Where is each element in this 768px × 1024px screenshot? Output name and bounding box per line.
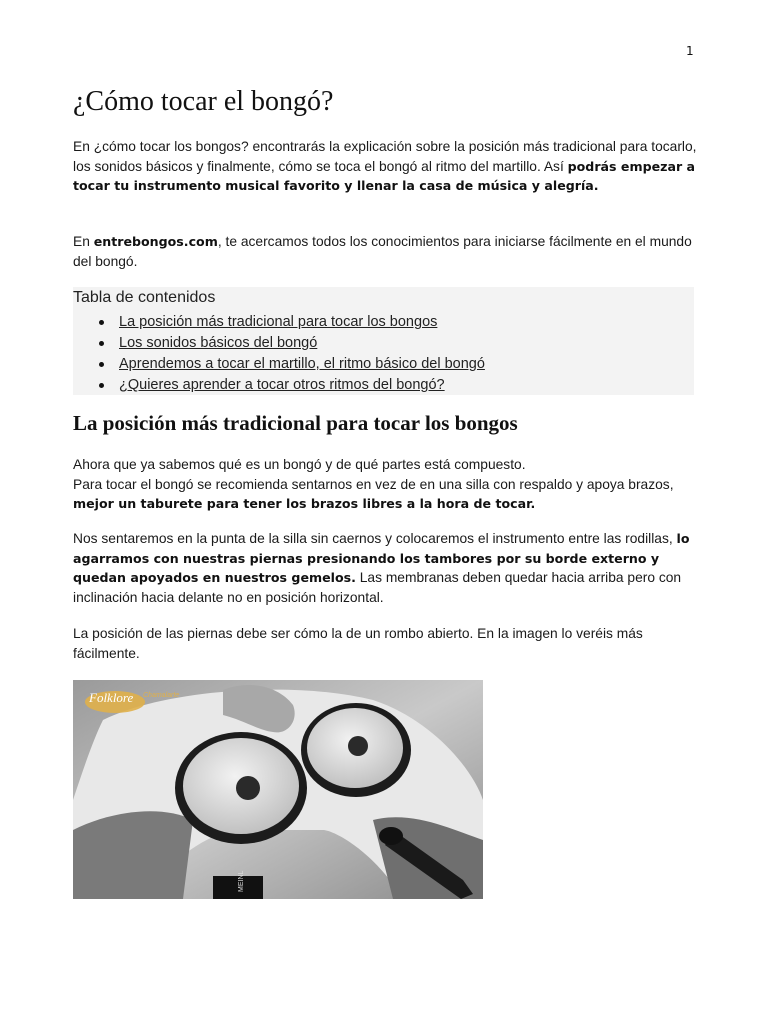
section-heading: La posición más tradicional para tocar los bongos xyxy=(73,411,518,435)
table-of-contents xyxy=(73,287,694,395)
toc-title: Tabla de contenidos xyxy=(73,289,216,306)
toc-item xyxy=(73,333,485,354)
toc-link-posicion[interactable]: La posición más tradicional para tocar los bongos xyxy=(119,314,438,330)
intro-paragraph-2 xyxy=(73,232,697,271)
intro-paragraph-1 xyxy=(73,137,697,196)
intro-p2-post: , te acercamos todos los conocimientos para iniciarse fácilmente en el mundo del bongó. xyxy=(73,234,692,269)
page-title: ¿Cómo tocar el bongó? xyxy=(73,86,334,117)
section-p1-bold: mejor un taburete para tener los brazos libres a la hora de tocar. xyxy=(73,496,536,512)
bongo-photo xyxy=(73,680,483,899)
section-p2-post: Las membranas deben quedar hacia arriba pero con inclinación hacia delante no en posición horizontal. xyxy=(73,570,682,605)
left-leg-shape xyxy=(73,811,193,899)
section-p1-line1: Ahora que ya sabemos qué es un bongó y de qué partes está compuesto. xyxy=(73,457,526,472)
toc-item xyxy=(73,354,485,375)
toc-list xyxy=(73,312,485,396)
toc-link-otros-ritmos[interactable]: ¿Quieres aprender a tocar otros ritmos del bongó? xyxy=(119,377,445,393)
intro-p1-bold: podrás empezar a tocar tu instrumento musical favorito y llenar la casa de música y alegría. xyxy=(73,158,696,194)
toc-item xyxy=(73,312,485,333)
section-paragraph-1 xyxy=(73,455,697,514)
microphone-head xyxy=(379,827,403,845)
page-number: 1 xyxy=(686,44,694,58)
section-paragraph-3: La posición de las piernas debe ser cómo la de un rombo abierto. En la imagen lo veréis más fácilmente. xyxy=(73,626,643,661)
small-drum-logo-icon xyxy=(348,736,368,756)
intro-p1-text: En ¿cómo tocar los bongos? encontrarás la explicación sobre la posición más tradicional para tocarlo, los sonidos básicos y finalmente, cómo se toca el bongó al ritmo del martillo. Así xyxy=(73,139,697,174)
section-p1-line2: Para tocar el bongó se recomienda sentarnos en vez de en una silla con respaldo y apoya brazos, xyxy=(73,476,674,492)
section-p2-bold: lo agarramos con nuestras piernas presionando los tambores por su borde externo y quedan apoyados en nuestros gemelos. xyxy=(73,531,690,586)
intro-p2-pre: En xyxy=(73,234,94,249)
section-p2-pre: Nos sentaremos en la punta de la silla sin caernos y colocaremos el instrumento entre las rodillas, xyxy=(73,531,677,546)
folklore-logo-subtext: Chamalarte xyxy=(143,692,180,699)
section-paragraph-2 xyxy=(73,529,697,607)
toc-link-martillo[interactable]: Aprendemos a tocar el martillo, el ritmo básico del bongó xyxy=(119,356,485,372)
folklore-logo-text: Folklore xyxy=(89,690,134,705)
toc-link-sonidos[interactable]: Los sonidos básicos del bongó xyxy=(119,335,318,351)
toc-item xyxy=(73,375,485,396)
site-name-link: entrebongos.com xyxy=(93,234,218,249)
large-drum-logo-icon xyxy=(236,776,260,800)
drum-brand-label: MEINL xyxy=(238,870,245,892)
